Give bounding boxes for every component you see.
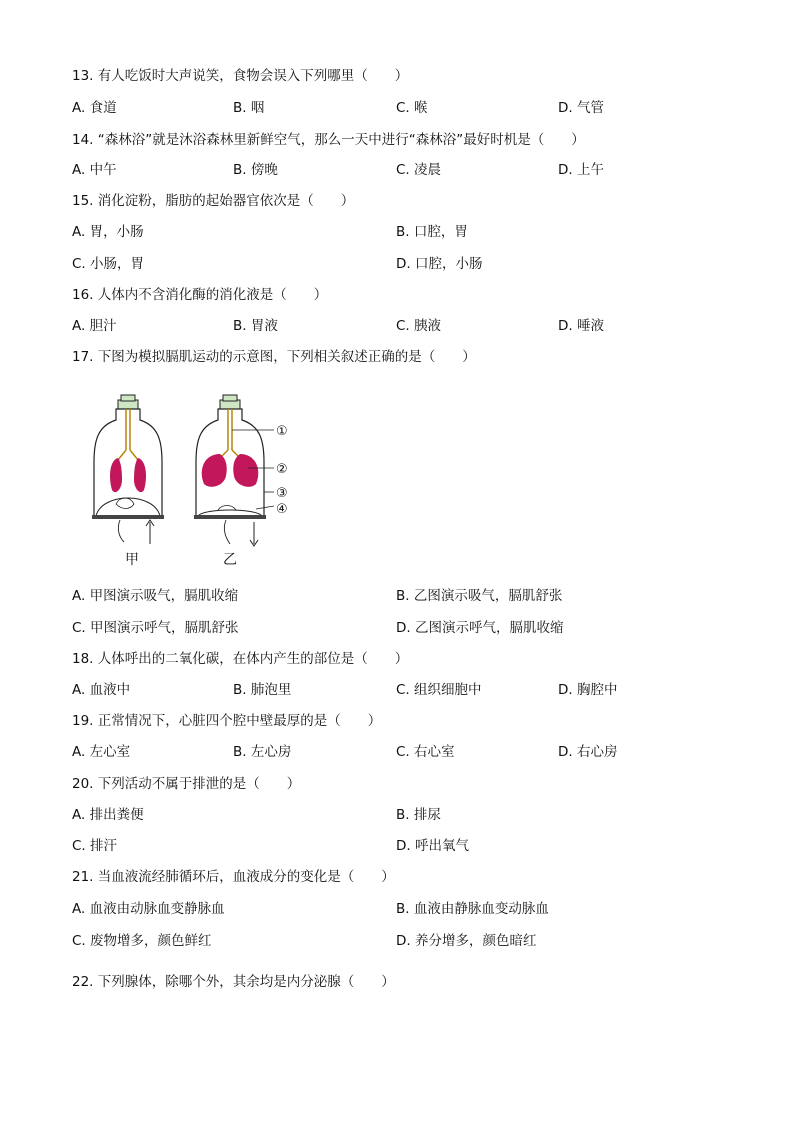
question-stem: 有人吃饭时大声说笑，食物会误入下列哪里（ ） xyxy=(97,68,409,84)
option-a: A. 左心室 xyxy=(72,744,131,760)
label-yi: 乙 xyxy=(223,552,237,568)
question-21 xyxy=(72,867,395,887)
marker-1: ① xyxy=(276,424,288,439)
option-a: A. 排出粪便 xyxy=(72,807,144,823)
option-a: A. 胃，小肠 xyxy=(72,224,144,240)
question-13 xyxy=(72,66,408,86)
question-number: 16. xyxy=(72,287,94,303)
option-b: B. 乙图演示吸气，膈肌舒张 xyxy=(396,588,563,604)
option-d: D. 口腔，小肠 xyxy=(396,256,483,272)
option-d: D. 气管 xyxy=(558,100,604,116)
option-d: D. 养分增多，颜色暗红 xyxy=(396,933,537,949)
lung-left-jia xyxy=(110,458,122,492)
option-b: B. 口腔，胃 xyxy=(396,224,468,240)
question-18 xyxy=(72,649,408,669)
option-c: C. 小肠，胃 xyxy=(72,256,145,272)
option-d: D. 胸腔中 xyxy=(558,682,618,698)
question-22 xyxy=(72,972,395,992)
option-c: C. 凌晨 xyxy=(396,162,442,178)
question-number: 18. xyxy=(72,651,94,667)
diaphragm-model-figure xyxy=(80,392,320,572)
option-b: B. 血液由静脉血变动脉血 xyxy=(396,901,549,917)
marker-2: ② xyxy=(276,462,288,477)
option-b: B. 排尿 xyxy=(396,807,441,823)
question-14 xyxy=(72,130,585,150)
question-stem: 人体内不含消化酶的消化液是（ ） xyxy=(97,287,328,303)
bell-jar-yi xyxy=(194,395,274,546)
option-b: B. 咽 xyxy=(233,100,265,116)
lung-right-yi xyxy=(233,454,258,487)
option-c: C. 组织细胞中 xyxy=(396,682,482,698)
option-c: C. 甲图演示呼气，膈肌舒张 xyxy=(72,620,239,636)
label-jia: 甲 xyxy=(125,552,139,568)
question-15 xyxy=(72,191,354,211)
question-stem: 当血液流经肺循环后，血液成分的变化是（ ） xyxy=(97,869,395,885)
option-a: A. 中午 xyxy=(72,162,117,178)
option-d: D. 上午 xyxy=(558,162,604,178)
option-c: C. 废物增多，颜色鲜红 xyxy=(72,933,212,949)
option-a: A. 甲图演示吸气，膈肌收缩 xyxy=(72,588,239,604)
question-number: 20. xyxy=(72,776,94,792)
bell-jar-jia xyxy=(92,395,164,544)
option-d: D. 右心房 xyxy=(558,744,618,760)
option-b: B. 傍晚 xyxy=(233,162,278,178)
option-d: D. 呼出氧气 xyxy=(396,838,469,854)
diaphragm-membrane-jia xyxy=(96,498,160,516)
option-b: B. 左心房 xyxy=(233,744,292,760)
option-b: B. 肺泡里 xyxy=(233,682,292,698)
question-number: 19. xyxy=(72,713,94,729)
option-d: D. 乙图演示呼气，膈肌收缩 xyxy=(396,620,564,636)
option-c: C. 排汗 xyxy=(72,838,118,854)
option-d: D. 唾液 xyxy=(558,318,604,334)
marker-4: ④ xyxy=(276,502,288,517)
question-stem: 下列活动不属于排泄的是（ ） xyxy=(97,776,301,792)
question-number: 21. xyxy=(72,869,94,885)
option-a: A. 血液中 xyxy=(72,682,131,698)
question-stem: “森林浴”就是沐浴森林里新鲜空气，那么一天中进行“森林浴”最好时机是（ ） xyxy=(97,132,585,148)
diaphragm-diagram xyxy=(80,392,320,572)
question-number: 15. xyxy=(72,193,94,209)
question-stem: 下列腺体，除哪个外，其余均是内分泌腺（ ） xyxy=(97,974,395,990)
question-number: 22. xyxy=(72,974,94,990)
option-c: C. 右心室 xyxy=(396,744,455,760)
question-number: 13. xyxy=(72,68,94,84)
question-stem: 正常情况下，心脏四个腔中壁最厚的是（ ） xyxy=(97,713,382,729)
question-19 xyxy=(72,711,381,731)
option-c: C. 胰液 xyxy=(396,318,442,334)
question-number: 17. xyxy=(72,349,94,365)
question-20 xyxy=(72,774,300,794)
lung-right-jia xyxy=(134,458,146,492)
question-stem: 人体呼出的二氧化碳，在体内产生的部位是（ ） xyxy=(97,651,409,667)
question-16 xyxy=(72,285,327,305)
question-stem: 下图为模拟膈肌运动的示意图，下列相关叙述正确的是（ ） xyxy=(97,349,476,365)
lung-left-yi xyxy=(202,454,227,487)
marker-3: ③ xyxy=(276,486,288,501)
option-b: B. 胃液 xyxy=(233,318,278,334)
option-a: A. 血液由动脉血变静脉血 xyxy=(72,901,225,917)
question-17 xyxy=(72,347,476,367)
question-number: 14. xyxy=(72,132,94,148)
option-c: C. 喉 xyxy=(396,100,428,116)
option-a: A. 胆汁 xyxy=(72,318,117,334)
question-stem: 消化淀粉，脂肪的起始器官依次是（ ） xyxy=(97,193,355,209)
option-a: A. 食道 xyxy=(72,100,117,116)
